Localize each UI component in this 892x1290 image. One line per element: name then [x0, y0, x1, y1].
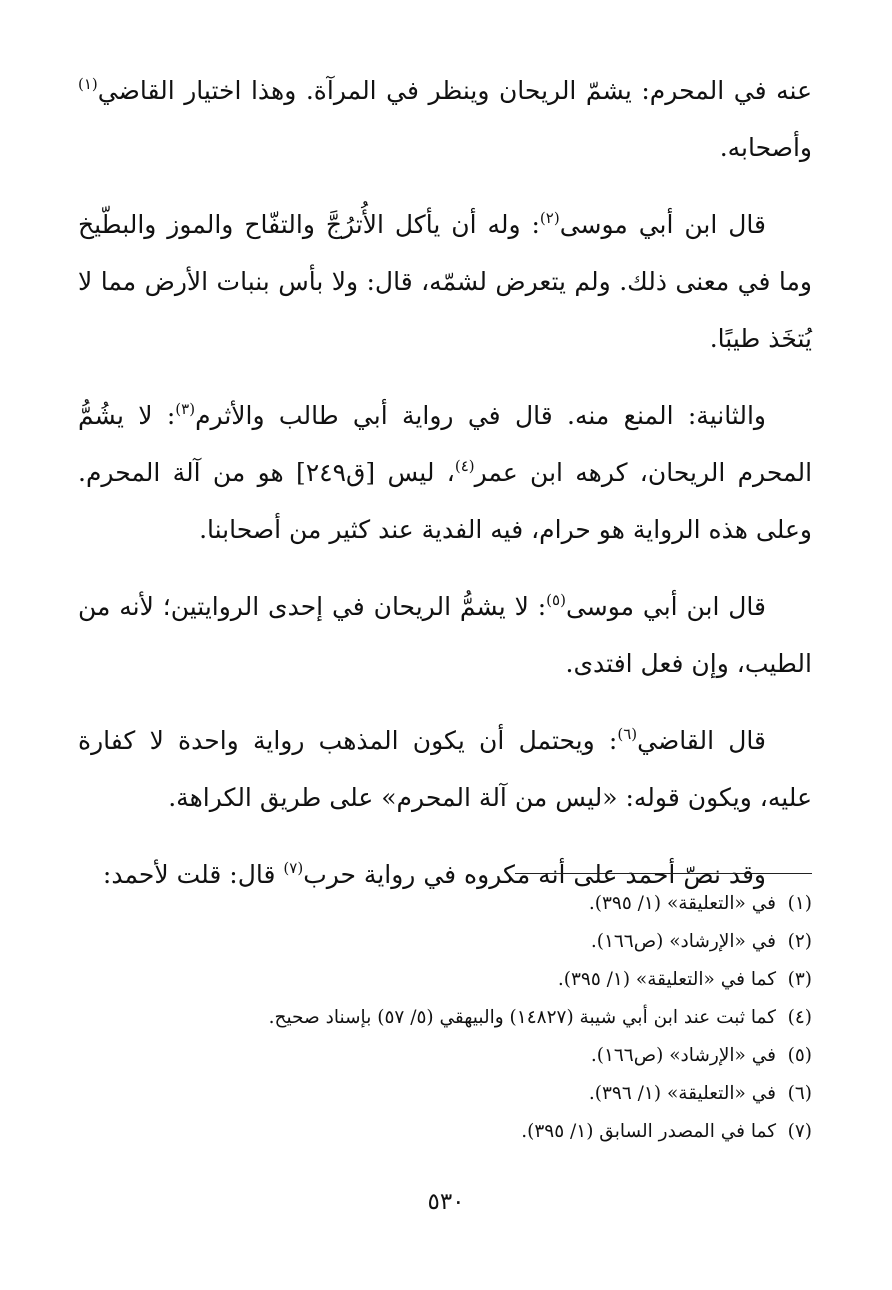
footnote-marker: (٧) [283, 859, 304, 877]
footnote-marker: (٤) [454, 457, 475, 475]
footnote-marker: (٥) [546, 591, 566, 609]
footnote-item [72, 885, 812, 923]
footnote-text: في «التعليقة» (١/ ٣٩٥). [588, 893, 776, 914]
paragraph-text: وقد نصّ أحمد على أنه مكروه في رواية حرب [303, 860, 766, 889]
paragraph-text: : وله أن يأكل الأُترُجَّ والتفّاح والموز والبطّيخ وما في معنى ذلك. ولم يتعرض لشمّه، قال: ولا بأس بنبات الأرض مما لا يُتخَذ طيبًا. [78, 210, 812, 353]
paragraph [78, 62, 812, 176]
footnote-text: كما في المصدر السابق (١/ ٣٩٥). [521, 1121, 776, 1142]
footnote-item [72, 1075, 812, 1113]
footnote-number: (٣) [787, 969, 812, 990]
paragraph-text: : ويحتمل أن يكون المذهب رواية واحدة لا كفارة عليه، ويكون قوله: «ليس من آلة المحرم» على طريق الكراهة. [78, 726, 812, 812]
paragraph-text: ، ليس [ق٢٤٩] هو من آلة المحرم. وعلى هذه الرواية هو حرام، فيه الفدية عند كثير من أصحابنا. [78, 458, 812, 544]
footnote-text: في «الإرشاد» (ص١٦٦). [590, 1045, 776, 1066]
paragraph-text: قال ابن أبي موسى [565, 592, 766, 621]
paragraph-text: والثانية: المنع منه. قال في رواية أبي طالب والأثرم [195, 401, 766, 430]
footnote-number: (٧) [787, 1121, 812, 1142]
footnotes [72, 885, 812, 1151]
footnote-text: في «الإرشاد» (ص١٦٦). [590, 931, 776, 952]
paragraph-text: قال القاضي [637, 726, 766, 755]
footnote-marker: (٦) [617, 725, 638, 743]
footnote-marker: (٢) [539, 209, 560, 227]
footnote-number: (١) [787, 893, 812, 914]
footnote-marker: (١) [78, 75, 98, 93]
footnote-text: كما ثبت عند ابن أبي شيبة (١٤٨٢٧) والبيهقي (٥/ ٥٧) بإسناد صحيح. [268, 1007, 776, 1028]
paragraph-text: قال: قلت لأحمد: [102, 860, 284, 889]
footnote-separator [515, 873, 812, 874]
page-number: ٥٣٠ [427, 1189, 465, 1215]
footnote-number: (٥) [787, 1045, 812, 1066]
paragraph [78, 196, 812, 367]
footnote-item [72, 923, 812, 961]
footnote-text: في «التعليقة» (١/ ٣٩٦). [588, 1083, 776, 1104]
footnote-marker: (٣) [175, 400, 196, 418]
footnote-item [72, 1037, 812, 1075]
footnote-number: (٢) [787, 931, 812, 952]
footnote-number: (٤) [787, 1007, 812, 1028]
footnote-item [72, 999, 812, 1037]
paragraph-text: قال ابن أبي موسى [559, 210, 766, 239]
footnote-text: كما في «التعليقة» (١/ ٣٩٥). [557, 969, 776, 990]
paragraph [78, 387, 812, 558]
paragraph-text: وأصحابه. [719, 133, 812, 162]
paragraph [78, 578, 812, 692]
paragraph-text: عنه في المحرم: يشمّ الريحان وينظر في المرآة. وهذا اختيار القاضي [97, 76, 812, 105]
paragraph [78, 712, 812, 826]
main-text [78, 62, 812, 923]
footnote-item [72, 961, 812, 999]
paragraph-text: : لا يشُمُّ المحرم الريحان، كرهه ابن عمر [78, 401, 813, 487]
paragraph-text: : لا يشمُّ الريحان في إحدى الروايتين؛ لأنه من الطيب، وإن فعل افتدى. [78, 592, 812, 678]
footnote-number: (٦) [787, 1083, 812, 1104]
footnote-item [72, 1113, 812, 1151]
